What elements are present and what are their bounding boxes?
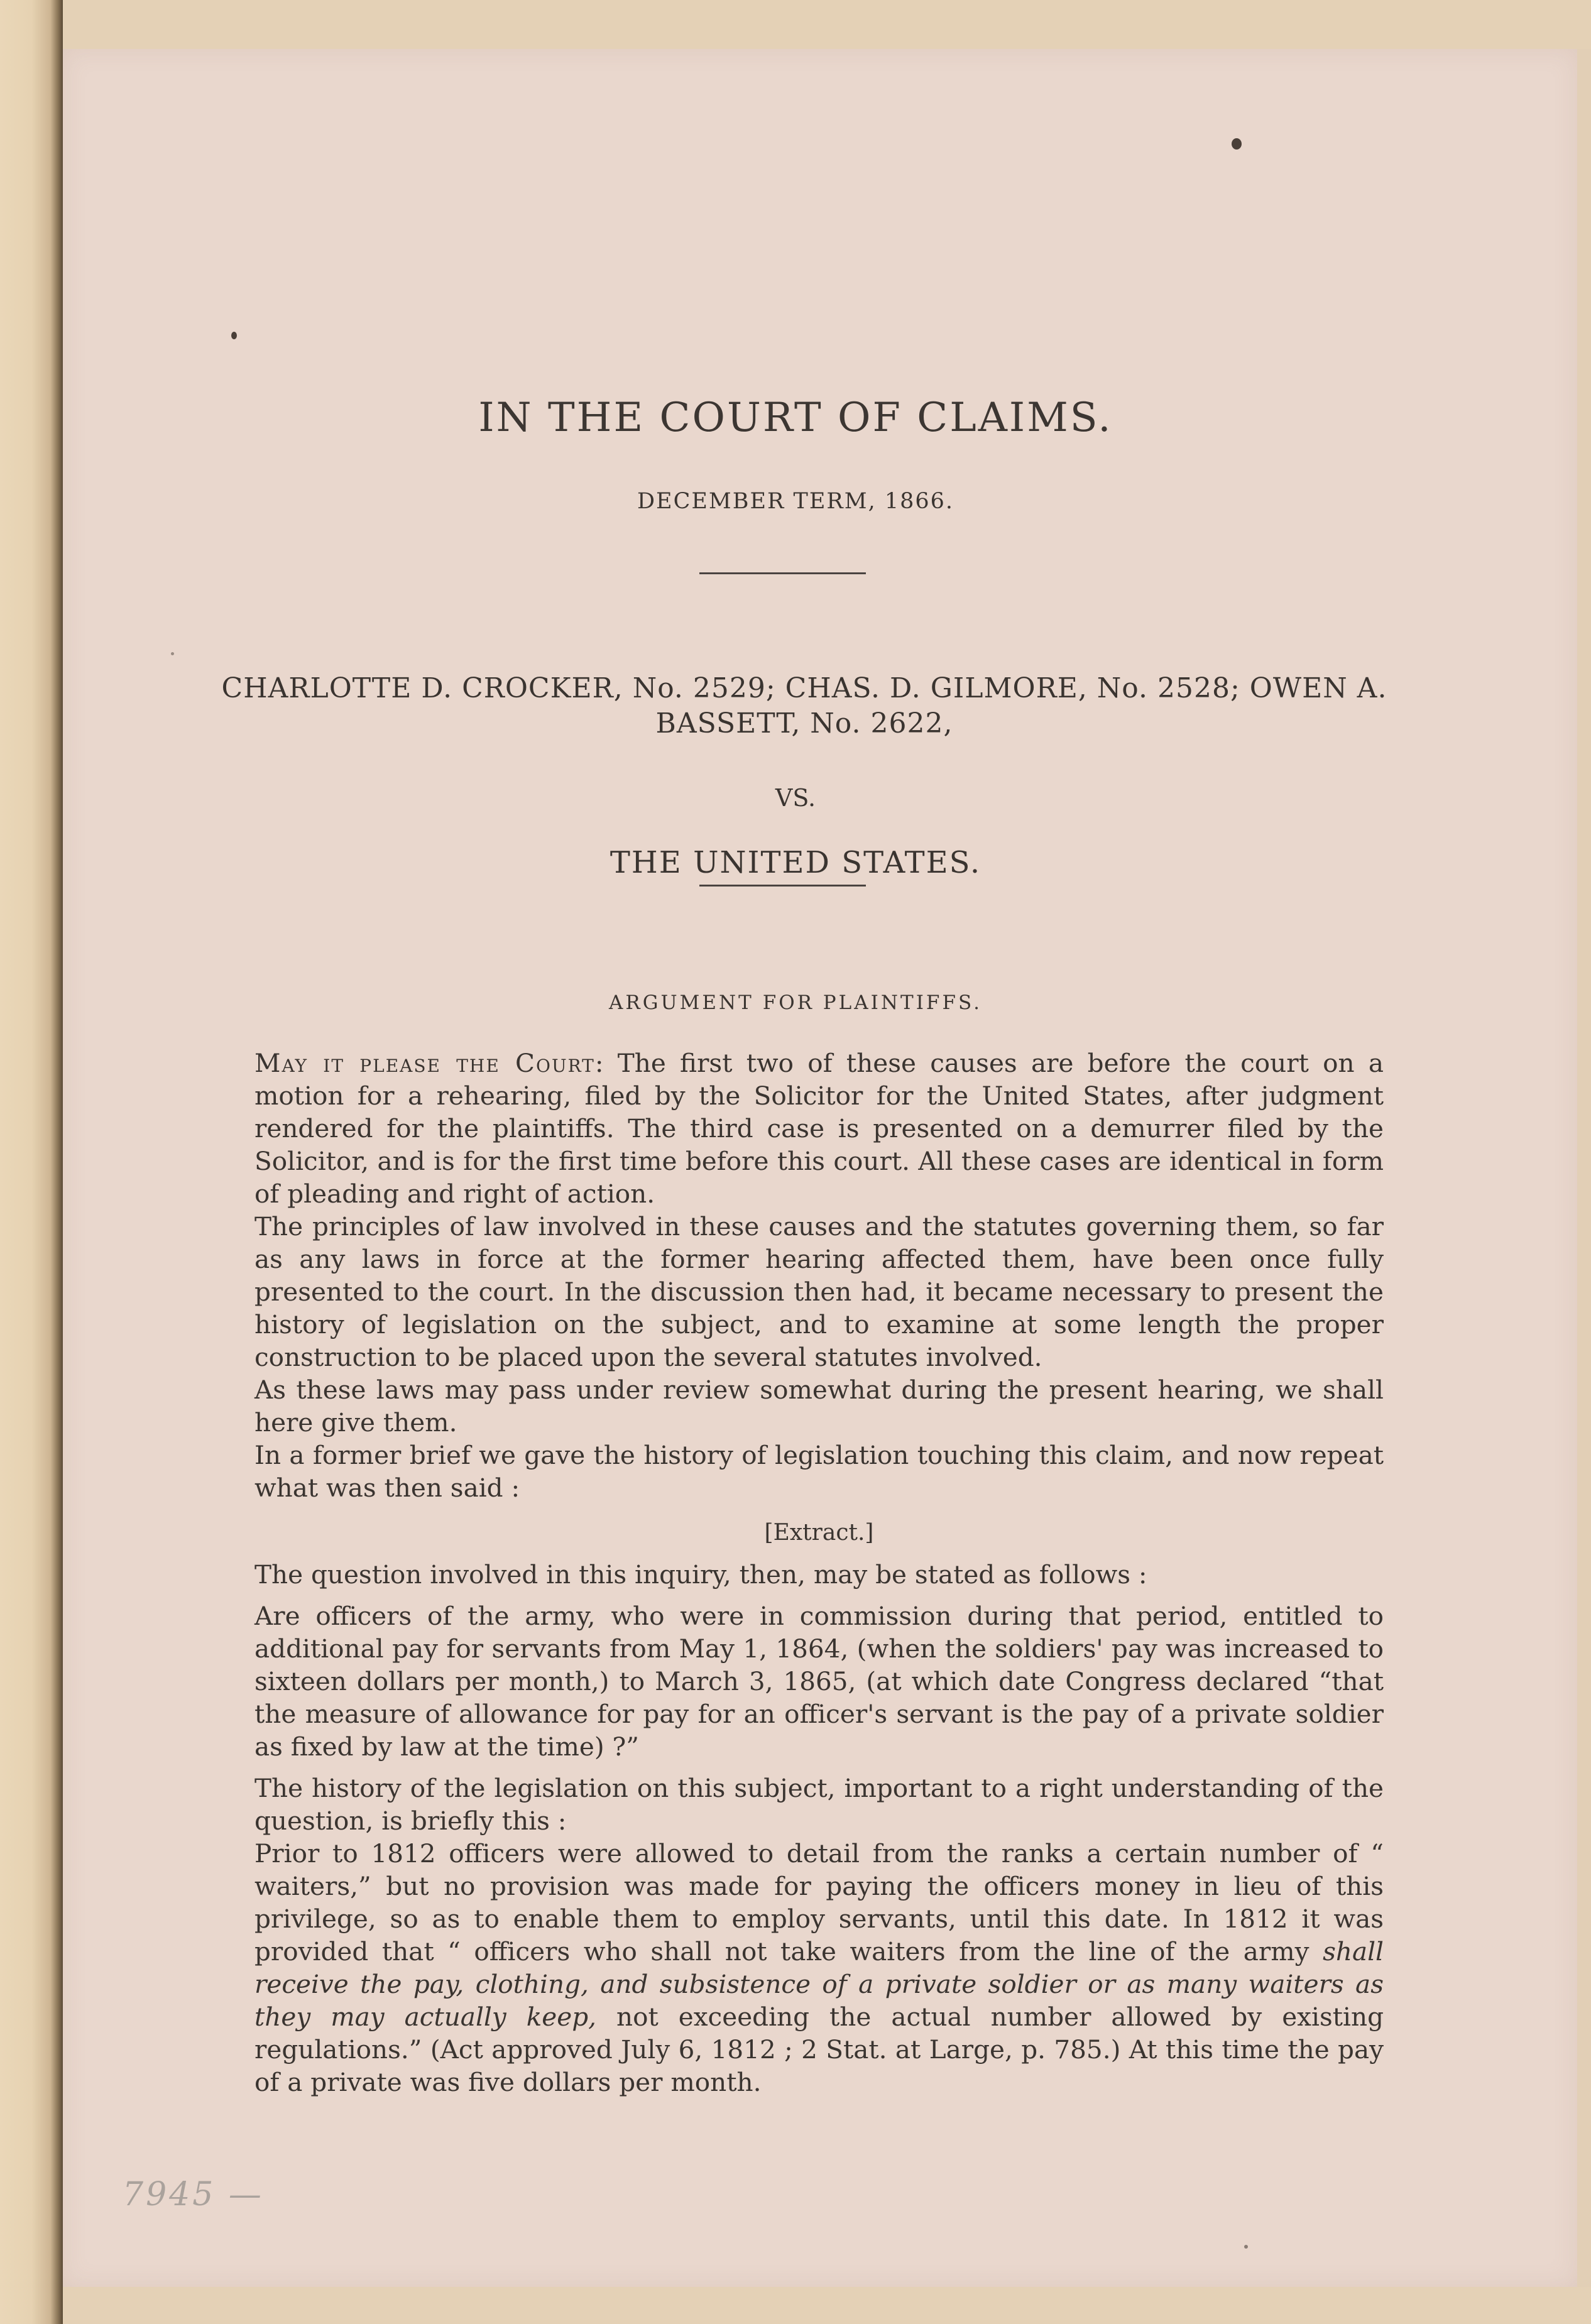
- divider-rule: [699, 885, 866, 887]
- opening-paragraph-text: : The first two of these causes are before the court on a motion for a rehearing, filed by the Solicitor for the United States, after judgment rendered for the plaintiffs. The third case is presented on a demurrer filed by the Solicitor, and is for the first time before this court. All these cases are identical in form of pleading and right of action.: [254, 1048, 1384, 1209]
- paragraph: In a former brief we gave the history of legislation touching this claim, and now repeat what was then said :: [254, 1440, 1384, 1503]
- term-date: DECEMBER TERM, 1866.: [637, 489, 954, 514]
- argument-body: [254, 1047, 1384, 2098]
- mount-bottom-margin: [63, 2287, 1591, 2324]
- extract-paragraph: The history of the legislation on this subject, important to a right understanding of the question, is briefly this :: [254, 1773, 1384, 1836]
- extract-label: [Extract.]: [764, 1520, 874, 1546]
- extract-paragraph: Are officers of the army, who were in commission during that period, entitled to additional pay for servants from May 1, 1864, (when the soldiers' pay was increased to sixteen dollars per month,) to March 3, 1865, (at which date Congress declared “that the measure of allowance for pay for an officer's servant is the pay of a private soldier as fixed by law at the time) ?”: [254, 1601, 1384, 1762]
- mount-top-margin: [63, 0, 1591, 49]
- ink-spot: [231, 332, 237, 339]
- defendant-name: THE UNITED STATES.: [610, 845, 981, 880]
- argument-heading: ARGUMENT FOR PLAINTIFFS.: [609, 991, 982, 1014]
- final-paragraph: [254, 1837, 1384, 2098]
- extract-paragraph: The question involved in this inquiry, then, may be stated as follows :: [254, 1559, 1147, 1590]
- mount-left-edge: [0, 0, 63, 2324]
- ink-spot: [171, 652, 174, 655]
- document-page: [63, 49, 1577, 2287]
- paragraph: The principles of law involved in these causes and the statutes governing them, so far as any laws in force at the former hearing affected them, have been once fully presented to the court. In the discussion then had, it became necessary to present the history of legislation on the subject, and to examine at some length the proper construction to be placed upon the several statutes involved.: [254, 1211, 1384, 1372]
- pencil-catalog-number: 7945 —: [123, 2176, 264, 2213]
- ink-spot: [1244, 2245, 1248, 2249]
- opening-paragraph: [254, 1047, 1384, 1210]
- court-title: IN THE COURT OF CLAIMS.: [478, 395, 1113, 441]
- ink-spot: [1232, 138, 1242, 150]
- quoted-statute-italic: shall receive the pay, clothing, and subsistence of a private soldier or as many waiters as they may actually keep,: [254, 1936, 1384, 2032]
- salutation: May it please the Court: [254, 1048, 595, 1078]
- plaintiffs-names: CHARLOTTE D. CROCKER, No. 2529; CHAS. D. GILMORE, No. 2528; OWEN A. BASSETT, No. 2622,: [221, 672, 1387, 739]
- versus-label: VS.: [775, 784, 816, 812]
- divider-rule: [699, 572, 866, 574]
- paragraph: As these laws may pass under review somewhat during the present hearing, we shall here give them.: [254, 1375, 1384, 1437]
- final-paragraph-text: not exceeding the actual number allowed by existing regulations.” (Act approved July 6, 1812 ; 2 Stat. at Large, p. 785.) At this time the pay of a private was five dollars per month.: [254, 2002, 1384, 2097]
- final-paragraph-text: Prior to 1812 officers were allowed to detail from the ranks a certain number of “ waiters,” but no provision was made for paying the officers money in lieu of this privilege, so as to enable them to employ servants, until this date. In 1812 it was provided that “ officers who shall not take waiters from the line of the army: [254, 1838, 1384, 1967]
